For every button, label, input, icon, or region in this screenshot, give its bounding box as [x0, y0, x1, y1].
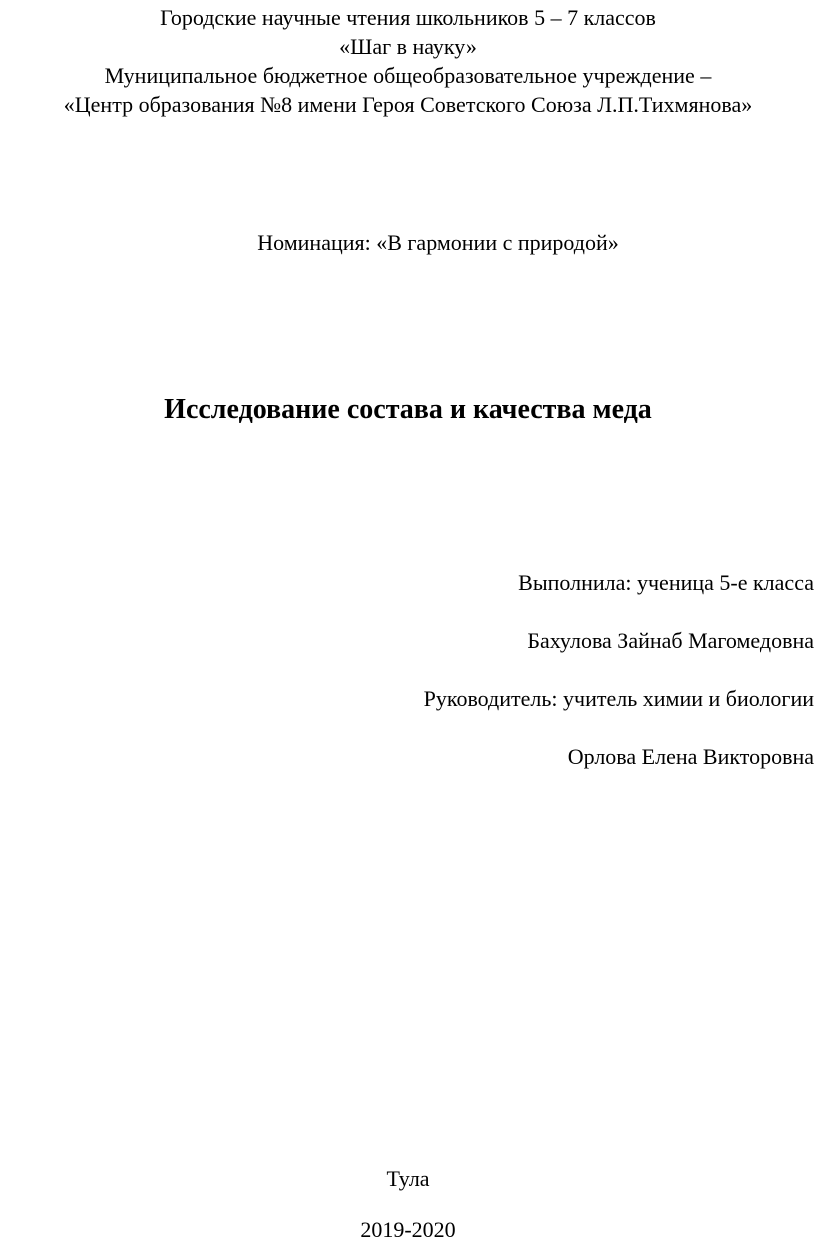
institution-type: Муниципальное бюджетное общеобразовательное учреждение – — [104, 63, 712, 88]
institution-name: «Центр образования №8 имени Героя Советского Союза Л.П.Тихмянова» — [63, 92, 753, 117]
performer-name: Бахулова Зайнаб Магомедовна — [527, 628, 814, 653]
supervisor-name: Орлова Елена Викторовна — [567, 744, 814, 769]
authors-block — [424, 568, 814, 800]
document-title: Исследование состава и качества меда — [164, 394, 652, 425]
event-motto: «Шаг в науку» — [339, 34, 477, 59]
city: Тула — [386, 1166, 430, 1191]
institution-header — [0, 3, 816, 119]
performer-label: Выполнила: ученица 5-е класса — [518, 570, 814, 595]
supervisor-label: Руководитель: учитель химии и биологии — [423, 686, 814, 711]
year: 2019-2020 — [360, 1217, 456, 1242]
event-name: Городские научные чтения школьников 5 – 7 классов — [160, 5, 656, 30]
nomination: Номинация: «В гармонии с природой» — [257, 230, 619, 255]
